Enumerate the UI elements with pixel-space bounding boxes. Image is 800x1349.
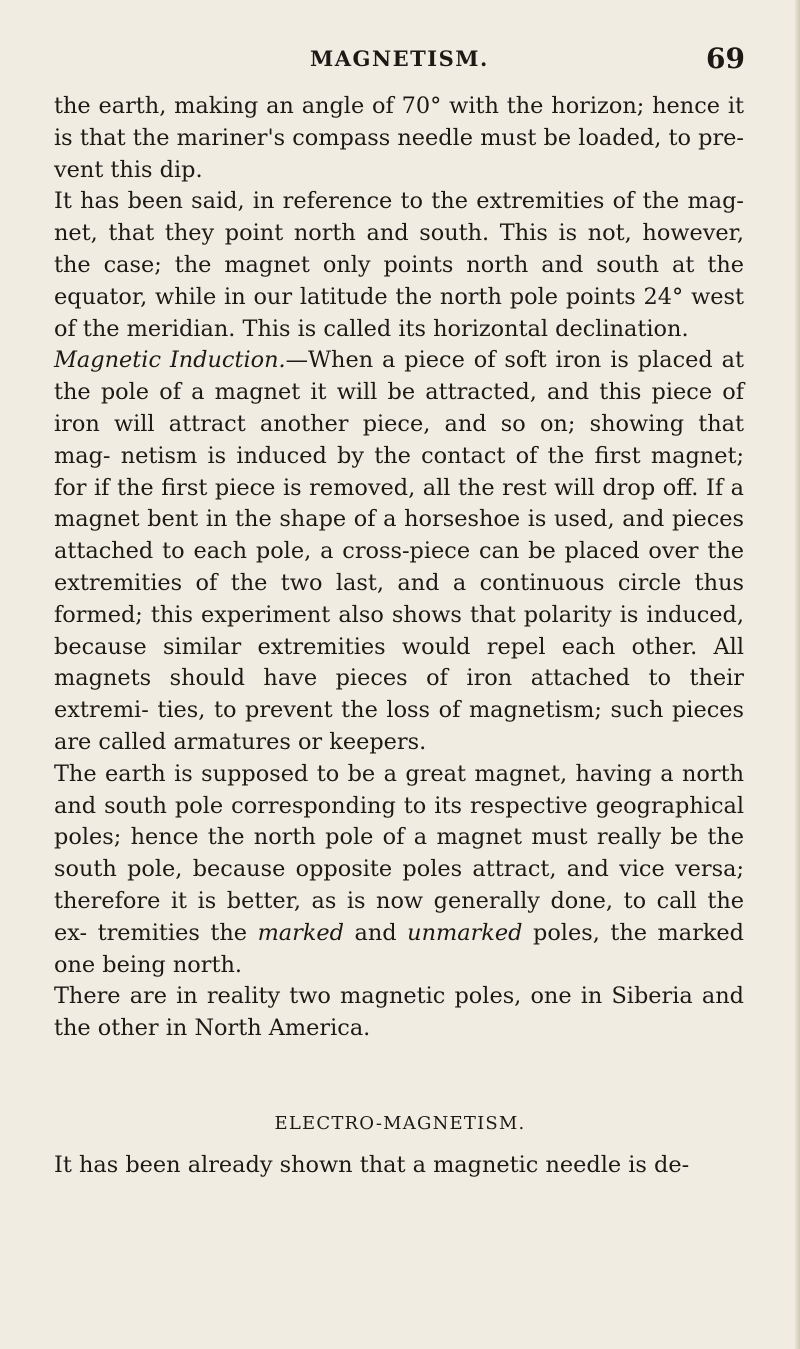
paragraph-text: —When a piece of soft iron is placed at the pole of a magnet it will be attracted, and this piece of iron will attract another piece, and so on; showing that mag- netism is induced by the contact of the first magnet; for if the first piece is removed, all the rest will drop off. If a magnet bent in the shape of a horseshoe is used, and pieces attached to each pole, a cross-piece can be placed over the extremities of the two last, and a continuous circle thus formed; this experiment also shows that polarity is induced, because similar extremities would repel each other. All magnets should have pieces of iron attached to their extremi- ties, to prevent the loss of magnetism; such pieces are called armatures or keepers.	[54, 347, 744, 755]
paragraph-heading: Magnetic Induction.	[54, 347, 286, 374]
body-text	[54, 91, 744, 1045]
paragraph-earth-magnet	[54, 759, 744, 982]
paragraph-magnetic-induction	[54, 345, 744, 758]
running-head	[60, 42, 745, 76]
section-first-line: It has been already shown that a magnetic needle is de-	[54, 1152, 690, 1178]
term-marked: marked	[257, 919, 344, 946]
paragraph-text-middle: and	[344, 919, 408, 946]
page-edge-shadow	[794, 0, 800, 1349]
paragraph-declination: It has been said, in reference to the extremities of the mag- net, that they point north and south. This is not, however, the case; the magnet only points north and south at the equator, while in our latitude the north pole points 24° west of the meridian. This is called its horizontal declination.	[54, 188, 744, 342]
paragraph-text-after: poles, the marked one being north.	[54, 919, 744, 978]
paragraph-dip: the earth, making an angle of 70° with the horizon; hence it is that the mariner's compass needle must be loaded, to pre- vent this dip.	[54, 93, 744, 183]
paragraph-two-poles: There are in reality two magnetic poles, one in Siberia and the other in North America.	[54, 983, 744, 1042]
term-unmarked: unmarked	[407, 919, 523, 946]
section-start	[54, 1150, 744, 1182]
paragraph-text-before: The earth is supposed to be a great magnet, having a north and south pole corresponding to its respective geographical poles; hence the north pole of a magnet must really be the south pole, because opposite poles attract, and vice versa; therefore it is better, as is now generally done, to call the ex- tremities the	[54, 760, 744, 946]
running-title: MAGNETISM.	[310, 46, 489, 71]
section-heading: ELECTRO-MAGNETISM.	[274, 1113, 526, 1134]
page-number: 69	[706, 42, 745, 75]
